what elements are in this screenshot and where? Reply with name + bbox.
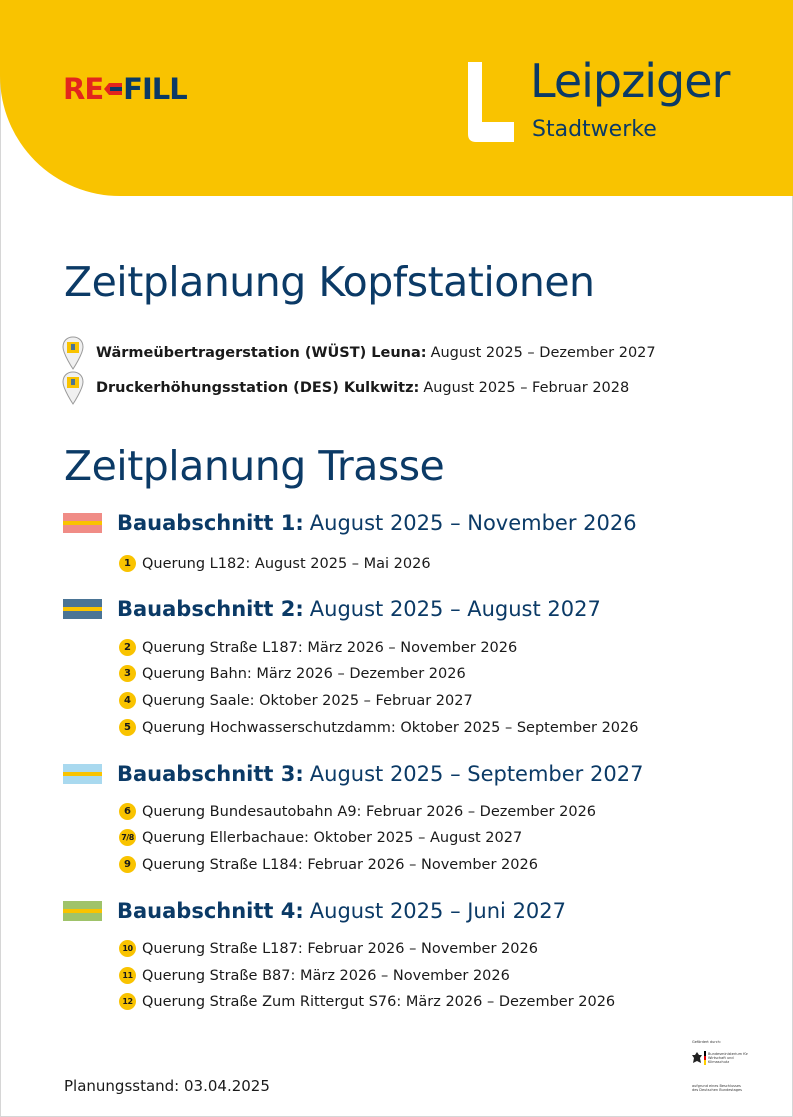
crossing-number-badge: 7/8 bbox=[119, 829, 136, 846]
section-heading-1: Bauabschnitt 1: August 2025 – November 2026 bbox=[63, 511, 637, 535]
crossing-number-badge: 9 bbox=[119, 856, 136, 873]
crossing-item: 1 Querung L182: August 2025 – Mai 2026 bbox=[119, 555, 431, 572]
crossing-item: 7/8 Querung Ellerbachaue: Oktober 2025 – August 2027 bbox=[119, 829, 522, 846]
title-trasse: Zeitplanung Trasse bbox=[64, 442, 445, 490]
crossing-number-badge: 5 bbox=[119, 719, 136, 736]
crossing-item: 3 Querung Bahn: März 2026 – Dezember 2026 bbox=[119, 665, 466, 682]
crossing-item: 11 Querung Straße B87: März 2026 – November 2026 bbox=[119, 967, 510, 984]
station-item bbox=[62, 336, 656, 370]
leipziger-stadtwerke-logo-mark bbox=[466, 62, 514, 142]
section-heading-4: Bauabschnitt 4: August 2025 – Juni 2027 bbox=[63, 899, 566, 923]
funding-logo: Gefördert durch: Bundesministerium für Wirtschaft und Klimaschutz aufgrund eines Beschlusses des Deutschen Bundestages bbox=[692, 1040, 748, 1093]
crossing-number-badge: 4 bbox=[119, 692, 136, 709]
section-color-swatch bbox=[63, 764, 102, 784]
station-item bbox=[62, 371, 629, 405]
crossing-number-badge: 2 bbox=[119, 639, 136, 656]
planning-status: Planungsstand: 03.04.2025 bbox=[64, 1077, 270, 1095]
refill-logo: RE FILL bbox=[63, 72, 187, 106]
crossing-number-badge: 6 bbox=[119, 803, 136, 820]
german-flag-icon bbox=[704, 1051, 706, 1065]
crossing-item: 2 Querung Straße L187: März 2026 – November 2026 bbox=[119, 639, 517, 656]
leipziger-wordmark: Leipziger bbox=[530, 54, 730, 108]
crossing-item: 6 Querung Bundesautobahn A9: Februar 2026 – Dezember 2026 bbox=[119, 803, 596, 820]
crossing-item: 4 Querung Saale: Oktober 2025 – Februar 2027 bbox=[119, 692, 473, 709]
federal-eagle-icon bbox=[692, 1052, 702, 1064]
title-kopfstationen: Zeitplanung Kopfstationen bbox=[64, 258, 595, 306]
station-name: Wärmeübertragerstation (WÜST) Leuna: bbox=[96, 345, 427, 361]
station-period: August 2025 – Dezember 2027 bbox=[430, 345, 656, 361]
crossing-item: 12 Querung Straße Zum Rittergut S76: März 2026 – Dezember 2026 bbox=[119, 993, 615, 1010]
location-pin-icon bbox=[62, 371, 84, 405]
crossing-number-badge: 10 bbox=[119, 940, 136, 957]
section-color-swatch bbox=[63, 513, 102, 533]
crossing-number-badge: 1 bbox=[119, 555, 136, 572]
station-name: Druckerhöhungsstation (DES) Kulkwitz: bbox=[96, 380, 420, 396]
crossing-number-badge: 12 bbox=[119, 993, 136, 1010]
refill-arrow-icon bbox=[104, 82, 122, 96]
stadtwerke-wordmark: Stadtwerke bbox=[532, 117, 657, 142]
crossing-item: 5 Querung Hochwasserschutzdamm: Oktober 2025 – September 2026 bbox=[119, 719, 638, 736]
crossing-item: 9 Querung Straße L184: Februar 2026 – November 2026 bbox=[119, 856, 538, 873]
section-color-swatch bbox=[63, 599, 102, 619]
station-period: August 2025 – Februar 2028 bbox=[423, 380, 630, 396]
section-color-swatch bbox=[63, 901, 102, 921]
crossing-number-badge: 3 bbox=[119, 665, 136, 682]
location-pin-icon bbox=[62, 336, 84, 370]
section-heading-3: Bauabschnitt 3: August 2025 – September 2027 bbox=[63, 762, 643, 786]
crossing-item: 10 Querung Straße L187: Februar 2026 – November 2026 bbox=[119, 940, 538, 957]
section-heading-2: Bauabschnitt 2: August 2025 – August 2027 bbox=[63, 597, 601, 621]
crossing-number-badge: 11 bbox=[119, 967, 136, 984]
